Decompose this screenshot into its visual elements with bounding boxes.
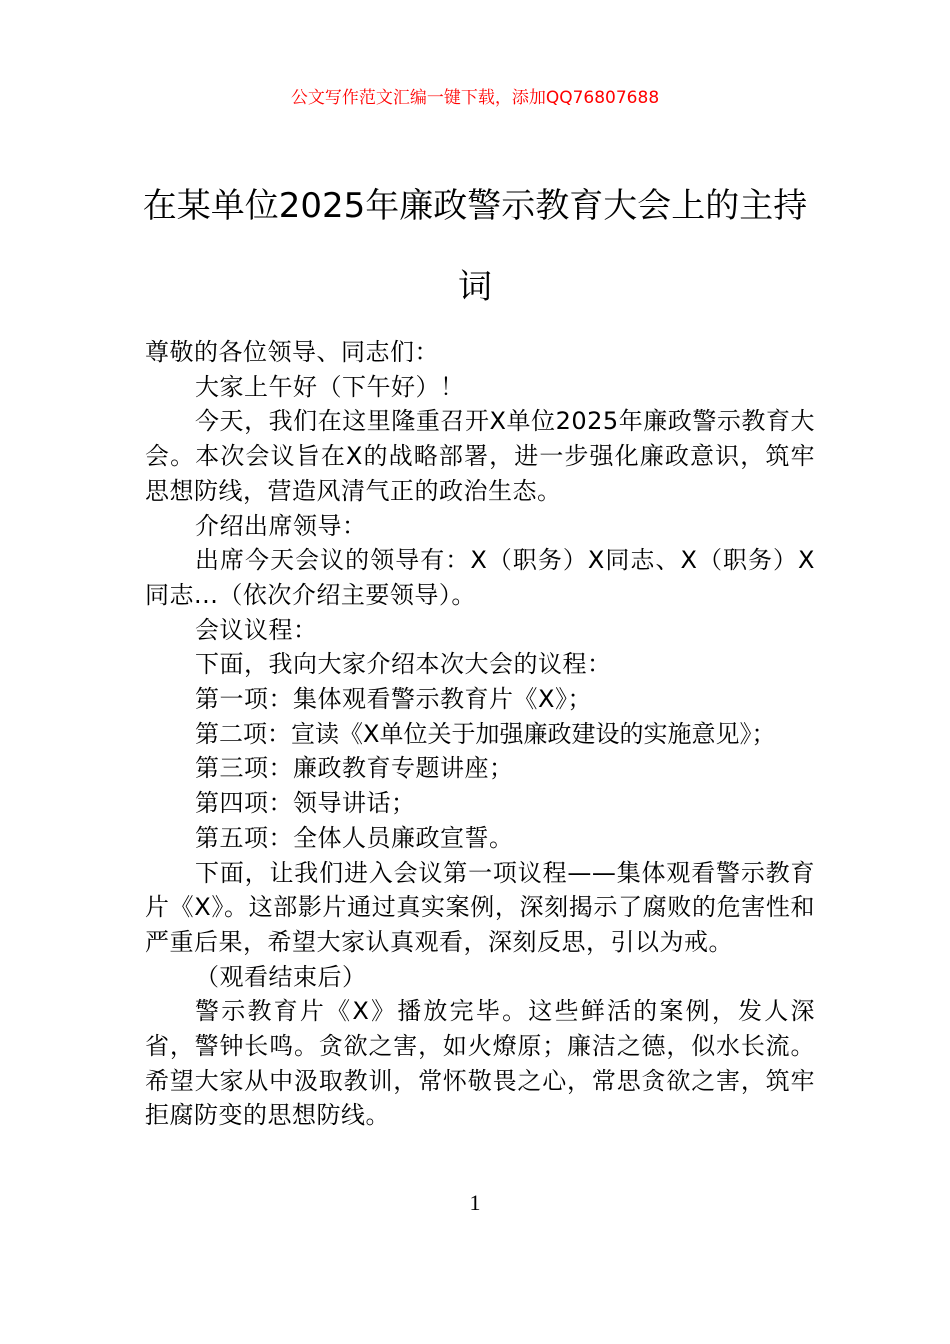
agenda-item: 第四项：领导讲话； [195,789,416,818]
agenda-item: 第三项：廉政教育专题讲座； [195,754,514,783]
document-body [145,335,815,1133]
paragraph: 今天，我们在这里隆重召开X单位2025年廉政警示教育大会。本次会议旨在X的战略部署，进一步强化廉政意识，筑牢思想防线，营造风清气正的政治生态。 [145,407,815,505]
paragraph: 下面，我向大家介绍本次大会的议程： [195,650,612,679]
paragraph: 介绍出席领导： [195,511,367,540]
paragraph: 会议议程： [195,615,318,644]
paragraph: 下面，让我们进入会议第一项议程——集体观看警示教育片《X》。这部影片通过真实案例，深刻揭示了腐败的危害性和严重后果，希望大家认真观看，深刻反思，引以为戒。 [145,858,815,956]
paragraph: （观看结束后） [195,962,367,991]
document-title: 在某单位2025年廉政警示教育大会上的主持词 [142,186,808,307]
page-number: 1 [469,1190,481,1215]
salutation: 尊敬的各位领导、同志们： [145,338,439,366]
paragraph: 出席今天会议的领导有：X（职务）X同志、X（职务）X同志...（依次介绍主要领导）。 [145,546,815,609]
paragraph: 大家上午好（下午好）！ [195,372,465,401]
agenda-item: 第五项：全体人员廉政宣誓。 [195,823,514,852]
agenda-item: 第二项：宣读《X单位关于加强廉政建设的实施意见》； [195,719,776,748]
paragraph: 警示教育片《X》播放完毕。这些鲜活的案例，发人深省，警钟长鸣。贪欲之害，如火燎原；廉洁之德，似水长流。希望大家从中汲取教训，常怀敬畏之心，常思贪欲之害，筑牢拒腐防变的思想防线。 [145,997,815,1130]
header-note: 公文写作范文汇编一键下载，添加QQ76807688 [290,88,660,108]
agenda-item: 第一项：集体观看警示教育片《X》； [195,685,592,714]
